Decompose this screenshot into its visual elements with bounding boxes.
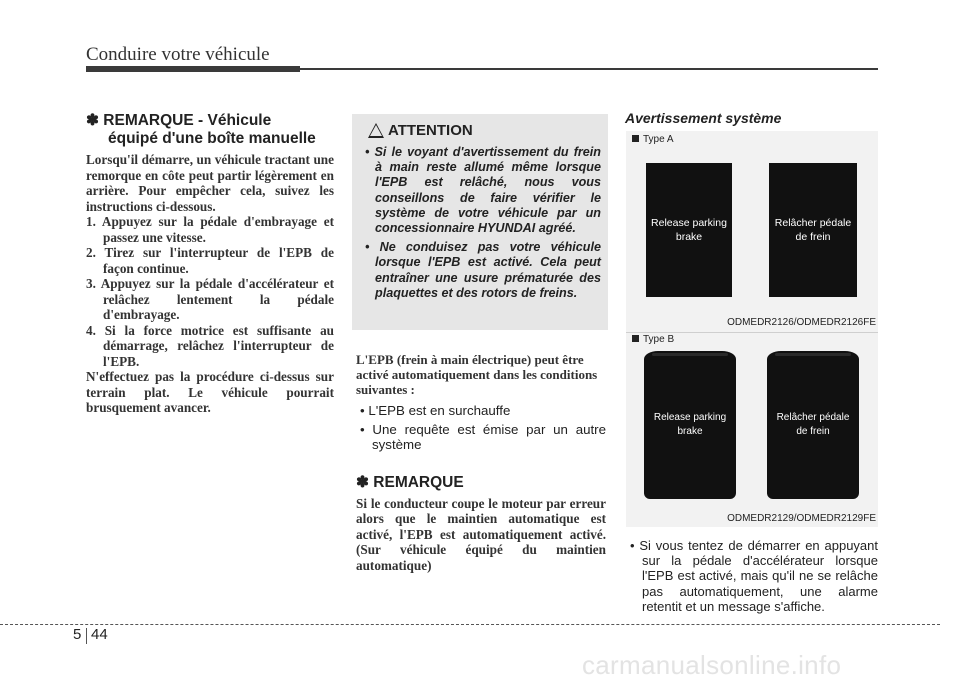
system-warning-title: Avertissement système [625, 110, 782, 126]
page-number-separator [86, 628, 87, 644]
warning-triangle-icon [368, 123, 384, 138]
watermark-text: carmanualsonline.info [582, 650, 842, 680]
note-manual-title-line2: équipé d'une boîte manuelle [108, 130, 316, 147]
note-hold-title: ✽ REMARQUE [356, 473, 464, 491]
auto-epb-section [356, 352, 606, 573]
system-warning-list [626, 538, 878, 614]
header-rule-thick [86, 66, 300, 72]
note-manual-outro: N'effectuez pas la procédure ci-dessus sur terrain plat. Le véhicule pourrait brusquement avancer. [86, 369, 334, 415]
section-number: 5 [73, 626, 82, 643]
auto-epb-list [356, 403, 606, 453]
note-manual-title [86, 112, 334, 148]
list-item: • L'EPB est en surchauffe [360, 403, 511, 418]
list-item: 2. Tirez sur l'interrupteur de l'EPB de façon continue. [86, 245, 334, 276]
cluster-screen-type-b-fr: Relâcher pédale de frein [767, 351, 859, 499]
note-manual-title-line1: ✽ REMARQUE - Véhicule [86, 112, 272, 129]
note-manual-section [86, 112, 334, 416]
note-hold-text: Si le conducteur coupe le moteur par erreur alors que le maintien automatique est activé, l'EPB est automatiquement activé. (Sur véhicule équipé du maintien automatique) [356, 495, 606, 573]
cluster-illustration-panel [626, 131, 878, 527]
note-manual-intro: Lorsqu'il démarre, un véhicule tractant une remorque en côte peut partir légèrement en arrière. Pour empêcher cela, suivez les instructions ci-dessous. [86, 152, 334, 214]
attention-box [352, 114, 608, 330]
attention-title: ATTENTION [388, 122, 473, 139]
figure-code-type-b: ODMEDR2129/ODMEDR2129FE [727, 513, 876, 524]
list-item: 3. Appuyez sur la pédale d'accélérateur et relâchez lentement la pédale d'embrayage. [86, 276, 334, 322]
cluster-screen-type-a-fr: Relâcher pédale de frein [769, 163, 857, 297]
list-item: 1. Appuyez sur la pédale d'embrayage et passez une vitesse. [86, 214, 334, 245]
list-item: 4. Si la force motrice est suffisante au démarrage, relâchez l'interrupteur de l'EPB. [86, 322, 334, 369]
attention-list [361, 145, 601, 305]
system-warning-text [626, 538, 878, 614]
square-bullet-icon [632, 135, 639, 142]
page-number: 44 [91, 626, 108, 643]
type-a-label: Type A [632, 134, 674, 145]
footer-dashed-rule [0, 624, 940, 625]
cluster-screen-type-b-en: Release parking brake [644, 351, 736, 499]
list-item: • Si le voyant d'avertissement du frein à main reste allumé même lorsque l'EPB est relâché, nous vous conseillons de faire vérifier le système de votre véhicule par un concessionnaire HYUNDAI agréé. [365, 145, 601, 236]
panel-divider [626, 332, 878, 333]
type-b-label: Type B [632, 334, 674, 345]
list-item: • Une requête est émise par un autre système [360, 421, 606, 452]
auto-epb-intro: L'EPB (frein à main électrique) peut être activé automatiquement dans les conditions suivantes : [356, 352, 598, 397]
page-header-title: Conduire votre véhicule [86, 44, 270, 65]
note-manual-steps [86, 214, 334, 369]
figure-code-type-a: ODMEDR2126/ODMEDR2126FE [727, 317, 876, 328]
list-item: • Ne conduisez pas votre véhicule lorsque l'EPB est activé. Cela peut entraîner une usure prématurée des plaquettes et des rotors de freins. [365, 240, 601, 300]
header-rule-thin [300, 68, 878, 70]
square-bullet-icon [632, 335, 639, 342]
cluster-screen-type-a-en: Release parking brake [646, 163, 732, 297]
list-item: • Si vous tentez de démarrer en appuyant sur la pédale d'accélérateur lorsque l'EPB est activé, mais qu'il ne se relâche pas automatiquement, une alarme retentit et un message s'affiche. [630, 538, 878, 614]
